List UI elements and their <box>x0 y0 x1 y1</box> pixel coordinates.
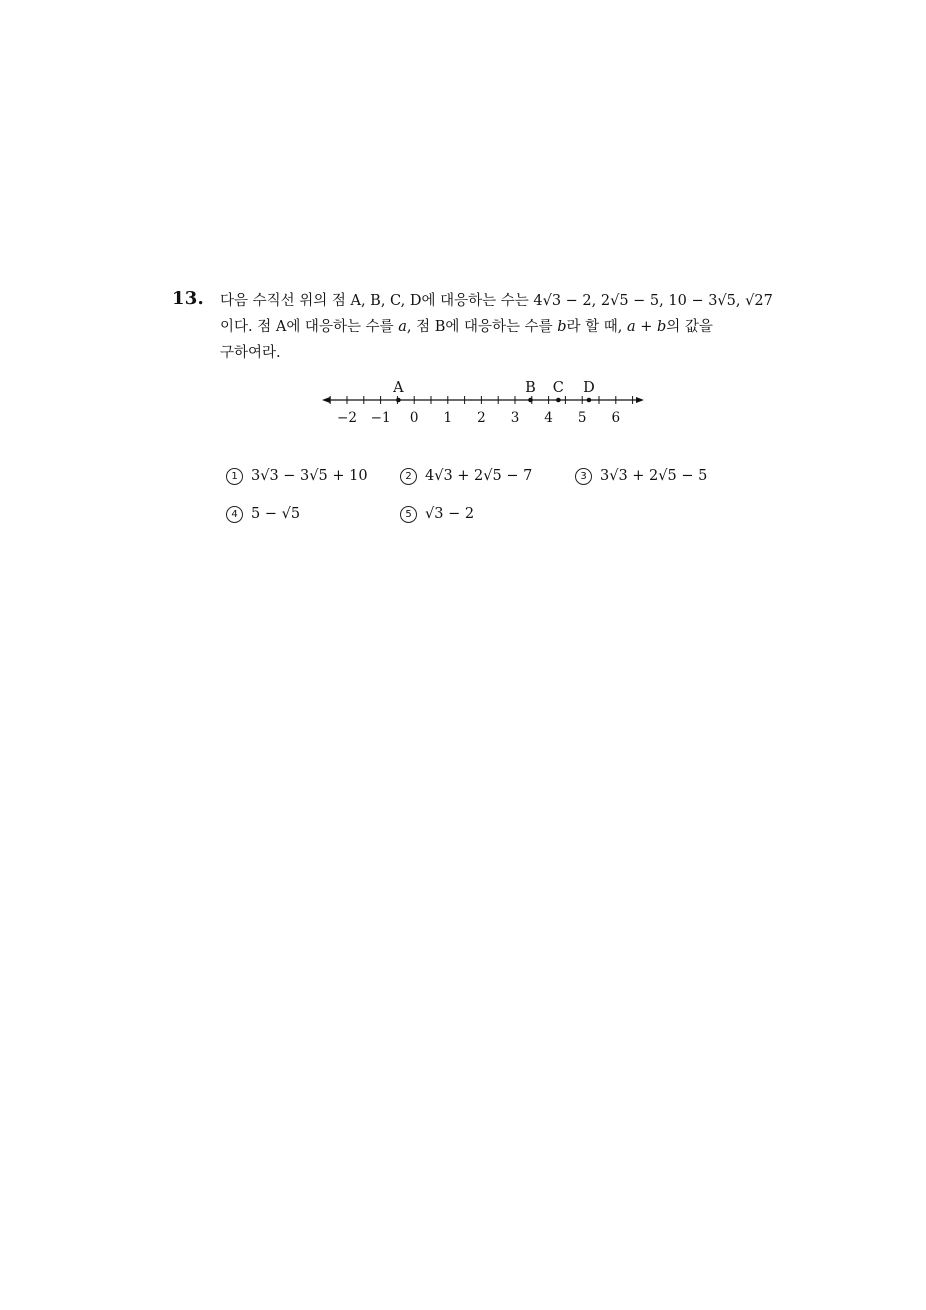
tick-label: 4 <box>544 410 553 426</box>
point-c <box>556 398 561 403</box>
choice-2-text: 4√3 + 2√5 − 7 <box>425 468 533 484</box>
problem-text-b: , 점 B에 대응하는 수를 <box>406 319 558 335</box>
point-label-a: A <box>393 380 404 396</box>
problem-number: 13. <box>172 288 204 309</box>
tick-label: 3 <box>510 410 520 426</box>
point-label-d: D <box>583 380 595 396</box>
tick-label: 5 <box>577 410 587 426</box>
choice-number-5: 5 <box>400 506 417 523</box>
problem-text-c: 라 할 때, <box>566 319 627 335</box>
tick-label: −1 <box>370 410 391 426</box>
value-list: 4√3 − 2, 2√5 − 5, 10 − 3√5, √27 <box>533 293 773 309</box>
choice-4-text: 5 − √5 <box>251 506 301 522</box>
choice-1[interactable] <box>226 468 368 485</box>
problem-line-1 <box>220 288 773 314</box>
tick-label: 2 <box>477 410 486 426</box>
choice-2[interactable] <box>400 468 532 485</box>
choice-5[interactable] <box>400 506 474 523</box>
problem-line-3: 구하여라. <box>220 345 281 361</box>
expression-a-plus-b: a + b <box>627 319 667 335</box>
number-line <box>318 372 648 432</box>
choice-number-2: 2 <box>400 468 417 485</box>
choice-number-3: 3 <box>575 468 592 485</box>
tick-labels <box>337 410 620 426</box>
tick-label: −2 <box>337 410 357 426</box>
number-line-svg <box>318 372 648 432</box>
tick-label: 6 <box>611 410 621 426</box>
value-3: 10 − 3√5 <box>668 293 736 309</box>
variable-b: b <box>557 319 567 335</box>
tick-label: 1 <box>443 410 453 426</box>
choice-1-text: 3√3 − 3√5 + 10 <box>251 468 368 484</box>
point-d <box>587 398 592 403</box>
choice-3-text: 3√3 + 2√5 − 5 <box>600 468 708 484</box>
problem-text-a: 이다. 점 A에 대응하는 수를 <box>220 319 399 335</box>
left-arrow-icon <box>322 397 330 403</box>
problem-intro-text: 다음 수직선 위의 점 A, B, C, D에 대응하는 수는 <box>220 293 529 309</box>
point-label-c: C <box>552 380 564 396</box>
choice-3[interactable] <box>575 468 707 485</box>
right-arrow-icon <box>636 397 644 403</box>
choice-4[interactable] <box>226 506 300 523</box>
variable-a: a <box>398 319 407 335</box>
choice-number-4: 4 <box>226 506 243 523</box>
choice-number-1: 1 <box>226 468 243 485</box>
problem-statement <box>220 288 773 366</box>
point-label-b: B <box>525 380 536 396</box>
value-1: 4√3 − 2 <box>533 293 592 309</box>
choice-5-text: √3 − 2 <box>425 506 475 522</box>
point-b <box>528 398 533 403</box>
point-a <box>396 398 401 403</box>
value-4: √27 <box>745 293 773 309</box>
problem-text-d: 의 값을 <box>666 319 713 335</box>
value-2: 2√5 − 5 <box>600 293 660 309</box>
problem-line-2 <box>220 314 755 340</box>
tick-label: 0 <box>409 410 419 426</box>
number-line-points <box>392 380 595 402</box>
